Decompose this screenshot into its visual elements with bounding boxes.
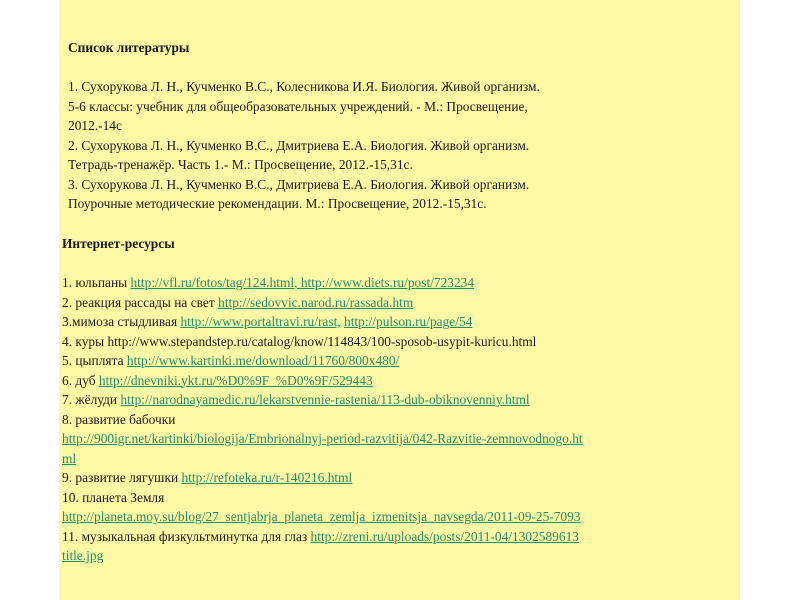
resource-item xyxy=(62,390,722,410)
resource-item xyxy=(62,351,722,371)
resource-link[interactable]: ml xyxy=(62,450,77,466)
internet-heading: Интернет-ресурсы xyxy=(62,236,175,251)
literature-line: 3. Сухорукова Л. Н., Кучменко В.С., Дмитриева Е.А. Биология. Живой организм. xyxy=(68,176,530,192)
resource-item xyxy=(62,371,722,391)
resource-separator[interactable]: , xyxy=(294,275,301,290)
resource-label: 10. планета Земля xyxy=(62,489,165,505)
resource-link[interactable]: http://refoteka.ru/r-140216.html xyxy=(181,470,353,485)
resource-item xyxy=(62,410,722,430)
literature-heading: Список литературы xyxy=(68,40,190,55)
literature-line: 1. Сухорукова Л. Н., Кучменко В.С., Колесникова И.Я. Биология. Живой организм. xyxy=(68,79,540,94)
resource-item xyxy=(62,488,722,508)
resource-item xyxy=(62,273,722,293)
resource-label: 2. реакция рассады на свет xyxy=(62,294,219,310)
resource-item xyxy=(62,312,722,332)
resource-link[interactable]: http://dnevniki.ykt.ru/%D0%9F_%D0%9F/529443 xyxy=(98,372,373,388)
resource-link[interactable]: http://vfl.ru/fotos/tag/124.html xyxy=(130,275,295,290)
resource-link[interactable]: http://planeta.moy.su/blog/27_sentjabrja_planeta_zemlja_izmenitsja_navsegda/2011-09-25-7093 xyxy=(62,509,581,524)
literature-line: 2012.-14с xyxy=(68,118,122,133)
resource-link[interactable]: http://www.portaltravi.ru/rast, xyxy=(180,314,341,329)
resource-label: 3.мимоза стыдливая xyxy=(62,314,181,329)
literature-line: Поурочные методические рекомендации. М.: Просвещение, 2012.-15,31с. xyxy=(68,196,487,211)
resource-plain-url: http://www.stepandstep.ru/catalog/know/114843/100-sposob-usypit-kuricu.html xyxy=(107,333,537,349)
resource-label: 11. музыкальная физкультминутка для глаз xyxy=(62,528,311,544)
resource-label: 8. развитие бабочки xyxy=(62,411,176,427)
resource-link[interactable]: http://narodnayamedic.ru/lekarstvennie-rastenia/113-dub-obiknovenniy.html xyxy=(120,392,530,407)
literature-line: Тетрадь-тренажёр. Часть 1.- М.: Просвещение, 2012.-15,31с. xyxy=(68,157,413,172)
resource-item xyxy=(62,468,722,488)
resource-link[interactable]: http://900igr.net/kartinki/biologija/Embrionalnyj-period-razvitija/042-Razvitie-zemnovodnogo.ht xyxy=(62,431,583,446)
resource-label: 6. дуб xyxy=(62,372,99,388)
internet-section xyxy=(62,234,722,566)
literature-section xyxy=(68,38,688,214)
resource-link[interactable]: http://zreni.ru/uploads/posts/2011-04/1302589613 xyxy=(310,528,579,544)
resource-label: 9. развитие лягушки xyxy=(62,470,182,485)
resource-label: 5. цыплята xyxy=(62,353,127,368)
resource-item xyxy=(62,527,722,547)
resource-item xyxy=(62,293,722,313)
resource-link[interactable]: http://sedovvic.narod.ru/rassada.htm xyxy=(218,294,414,310)
resource-label: 4. куры xyxy=(62,333,108,349)
resource-link[interactable]: http://www.kartinki.me/download/11760/800x480/ xyxy=(126,353,400,368)
resource-label: 1. юльпаны xyxy=(62,275,131,290)
resource-link[interactable]: http://pulson.ru/page/54 xyxy=(344,314,473,329)
resource-item xyxy=(62,332,722,352)
literature-line: 5-6 классы: учебник для общеобразовательных учреждений. - М.: Просвещение, xyxy=(68,98,528,114)
resource-label: 7. жёлуди xyxy=(62,392,121,407)
literature-line: 2. Сухорукова Л. Н., Кучменко В.С., Дмитриева Е.А. Биология. Живой организм. xyxy=(68,137,530,153)
resource-link[interactable]: http://www.diets.ru/post/723234 xyxy=(300,275,475,290)
resource-link[interactable]: title.jpg xyxy=(62,548,104,563)
